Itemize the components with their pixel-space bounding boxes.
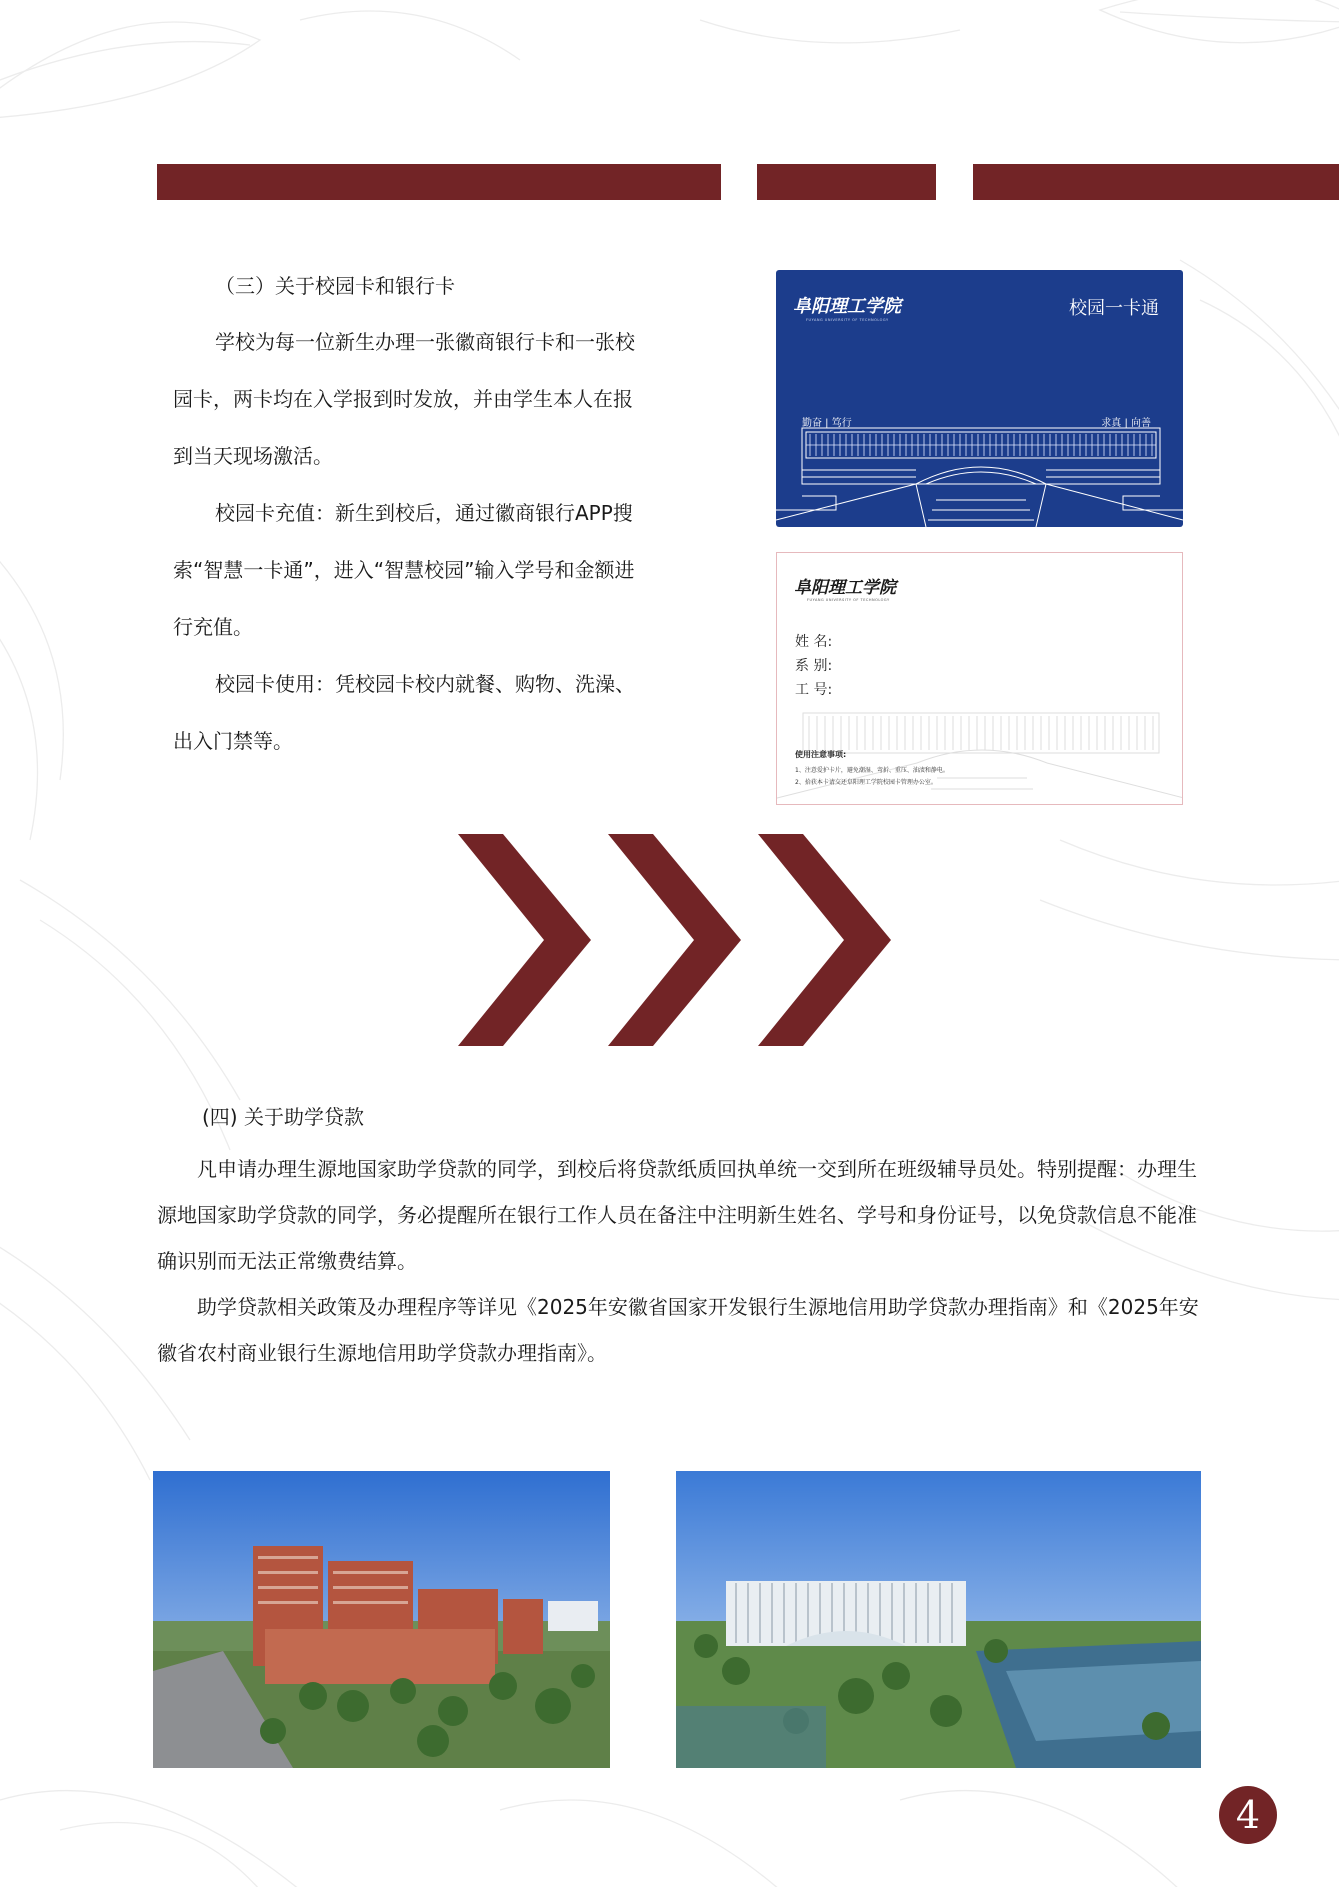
card-back-notice-2: 2、拾获本卡请交还阜阳理工学院校园卡管理办公室。 bbox=[795, 779, 937, 786]
section3-line: 校园卡使用：凭校园卡校内就餐、购物、洗澡、 bbox=[215, 672, 635, 696]
card-front-logo-sub: FUYANG UNIVERSITY OF TECHNOLOGY bbox=[806, 318, 889, 322]
header-bar-middle bbox=[757, 164, 936, 200]
campus-card-back bbox=[776, 552, 1183, 805]
card-back-field-dept: 系 别: bbox=[795, 658, 833, 674]
card-front-title: 校园一卡通 bbox=[1069, 298, 1159, 319]
chevron-arrows-icon bbox=[458, 834, 894, 1046]
section4-body bbox=[157, 1146, 1202, 1376]
section3-heading: （三）关于校园卡和银行卡 bbox=[215, 274, 455, 298]
section3-line: 园卡，两卡均在入学报到时发放，并由学生本人在报 bbox=[173, 387, 633, 411]
section3-line: 出入门禁等。 bbox=[173, 729, 293, 753]
building-line-art bbox=[776, 270, 1183, 527]
header-bar-right bbox=[973, 164, 1339, 200]
section4-heading: (四) 关于助学贷款 bbox=[202, 1105, 364, 1129]
card-back-notice-1: 1、注意爱护卡片，避免潮湿、弯折、重压、油渍和静电。 bbox=[795, 767, 949, 774]
card-front-motto-right: 求真 | 向善 bbox=[1101, 418, 1151, 429]
campus-photo-dormitories bbox=[153, 1471, 610, 1768]
page-number: 4 bbox=[1219, 1786, 1277, 1844]
campus-card-front bbox=[776, 270, 1183, 527]
section3-line: 到当天现场激活。 bbox=[173, 444, 333, 468]
card-back-field-id: 工 号: bbox=[795, 682, 833, 698]
section3-line: 校园卡充值：新生到校后，通过徽商银行APP搜 bbox=[215, 501, 633, 525]
card-back-notice-title: 使用注意事项: bbox=[795, 750, 847, 759]
section4-paragraph-1: 凡申请办理生源地国家助学贷款的同学，到校后将贷款纸质回执单统一交到所在班级辅导员处。特别提醒：办理生源地国家助学贷款的同学，务必提醒所在银行工作人员在备注中注明新生姓名、学号和身份证号，以免贷款信息不能准确识别而无法正常缴费结算。 bbox=[157, 1157, 1197, 1273]
campus-photo-library-lake bbox=[676, 1471, 1201, 1768]
section3-line: 学校为每一位新生办理一张徽商银行卡和一张校 bbox=[215, 330, 635, 354]
header-bar-left bbox=[157, 164, 721, 200]
card-front-logo: 阜阳理工学院 bbox=[793, 296, 901, 317]
card-back-field-name: 姓 名: bbox=[795, 634, 833, 650]
section3-body bbox=[173, 314, 683, 770]
section3-line: 索“智慧一卡通”，进入“智慧校园”输入学号和金额进 bbox=[173, 558, 635, 582]
card-back-logo-sub: FUYANG UNIVERSITY OF TECHNOLOGY bbox=[807, 598, 890, 602]
section4-paragraph-2: 助学贷款相关政策及办理程序等详见《2025年安徽省国家开发银行生源地信用助学贷款办理指南》和《2025年安徽省农村商业银行生源地信用助学贷款办理指南》。 bbox=[157, 1295, 1199, 1365]
card-front-motto-left: 勤奋 | 笃行 bbox=[802, 418, 852, 429]
card-back-logo: 阜阳理工学院 bbox=[794, 578, 896, 598]
section3-line: 行充值。 bbox=[173, 615, 253, 639]
